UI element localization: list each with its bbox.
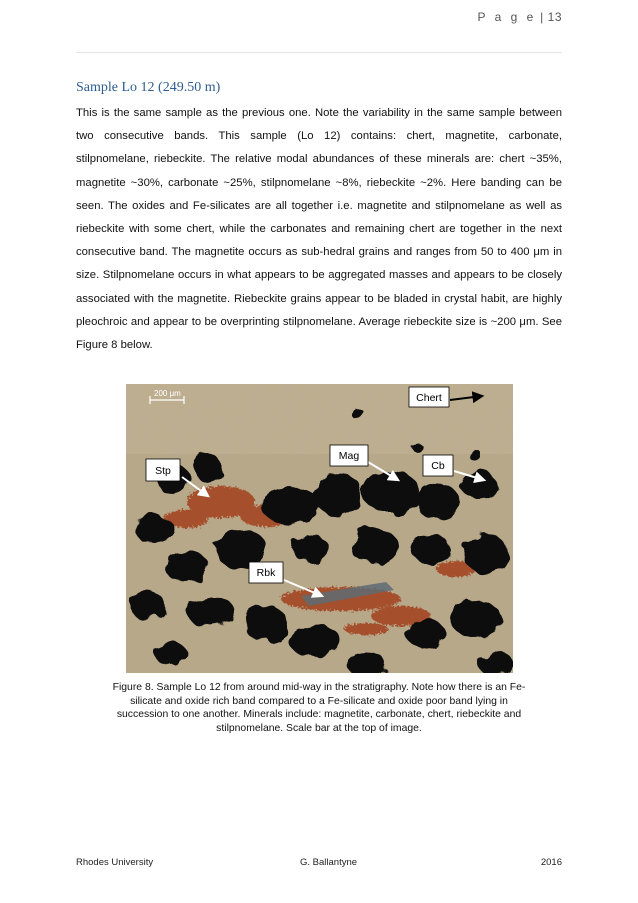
label-rbk (249, 562, 283, 583)
label-chert (409, 387, 449, 407)
thin-section-micrograph (126, 384, 513, 673)
section-title: Sample Lo 12 (249.50 m) (76, 80, 221, 95)
footer-university: Rhodes University (76, 857, 154, 868)
svg-text:Cb: Cb (431, 460, 445, 472)
page-label: P a g e (477, 10, 537, 24)
label-stp (146, 459, 180, 481)
page-separator: | (540, 10, 544, 24)
svg-text:Stp: Stp (155, 465, 171, 477)
footer-author: G. Ballantyne (300, 857, 358, 868)
scale-bar-label: 200 μm (154, 389, 181, 398)
footer-year: 2016 (540, 857, 562, 868)
svg-text:Mag: Mag (338, 450, 360, 462)
header-divider (76, 52, 562, 53)
body-paragraph: This is the same sample as the previous one. Note the variability in the same sample between two consecutive bands. This sample (Lo 12) contains: chert, magnetite, carbonate, stilpnomelane, riebeckite. The relative modal abundances of these minerals are: chert ~35%, magnetite ~30%, carbonate ~25%, stilpnomelane ~8%, riebeckite ~2%. Here banding can be seen. The oxides and Fe-silicates are all together i.e. magnetite and stilpnomelane as well as riebeckite with some chert, while the carbonates and remaining chert are together in the next consecutive band. The magnetite occurs as sub-hedral grains and ranges from 50 to 400 μm in size. Stilpnomelane occurs in what appears to be aggregated masses and appears to be closely associated with the magnetite. Riebeckite grains appear to be bladed in crystal habit, are highly pleochroic and appear to be overprinting stilpnomelane. Average riebeckite size is ~200 μm. See Figure 8 below. (76, 107, 562, 352)
svg-text:Chert: Chert (416, 392, 442, 404)
label-cb (423, 455, 453, 476)
figure-caption: Figure 8. Sample Lo 12 from around mid-way in the stratigraphy. Note how there is an Fe-silicate and oxide rich band compared to a Fe-silicate and oxide poor band lying in succession to one another. Minerals include: magnetite, carbonate, chert, riebeckite and stilpnomelane. Scale bar at the top of image. (112, 682, 526, 734)
label-mag (330, 445, 368, 466)
page-header (478, 10, 562, 24)
svg-text:Rbk: Rbk (256, 567, 276, 579)
page-number: 13 (547, 10, 562, 24)
